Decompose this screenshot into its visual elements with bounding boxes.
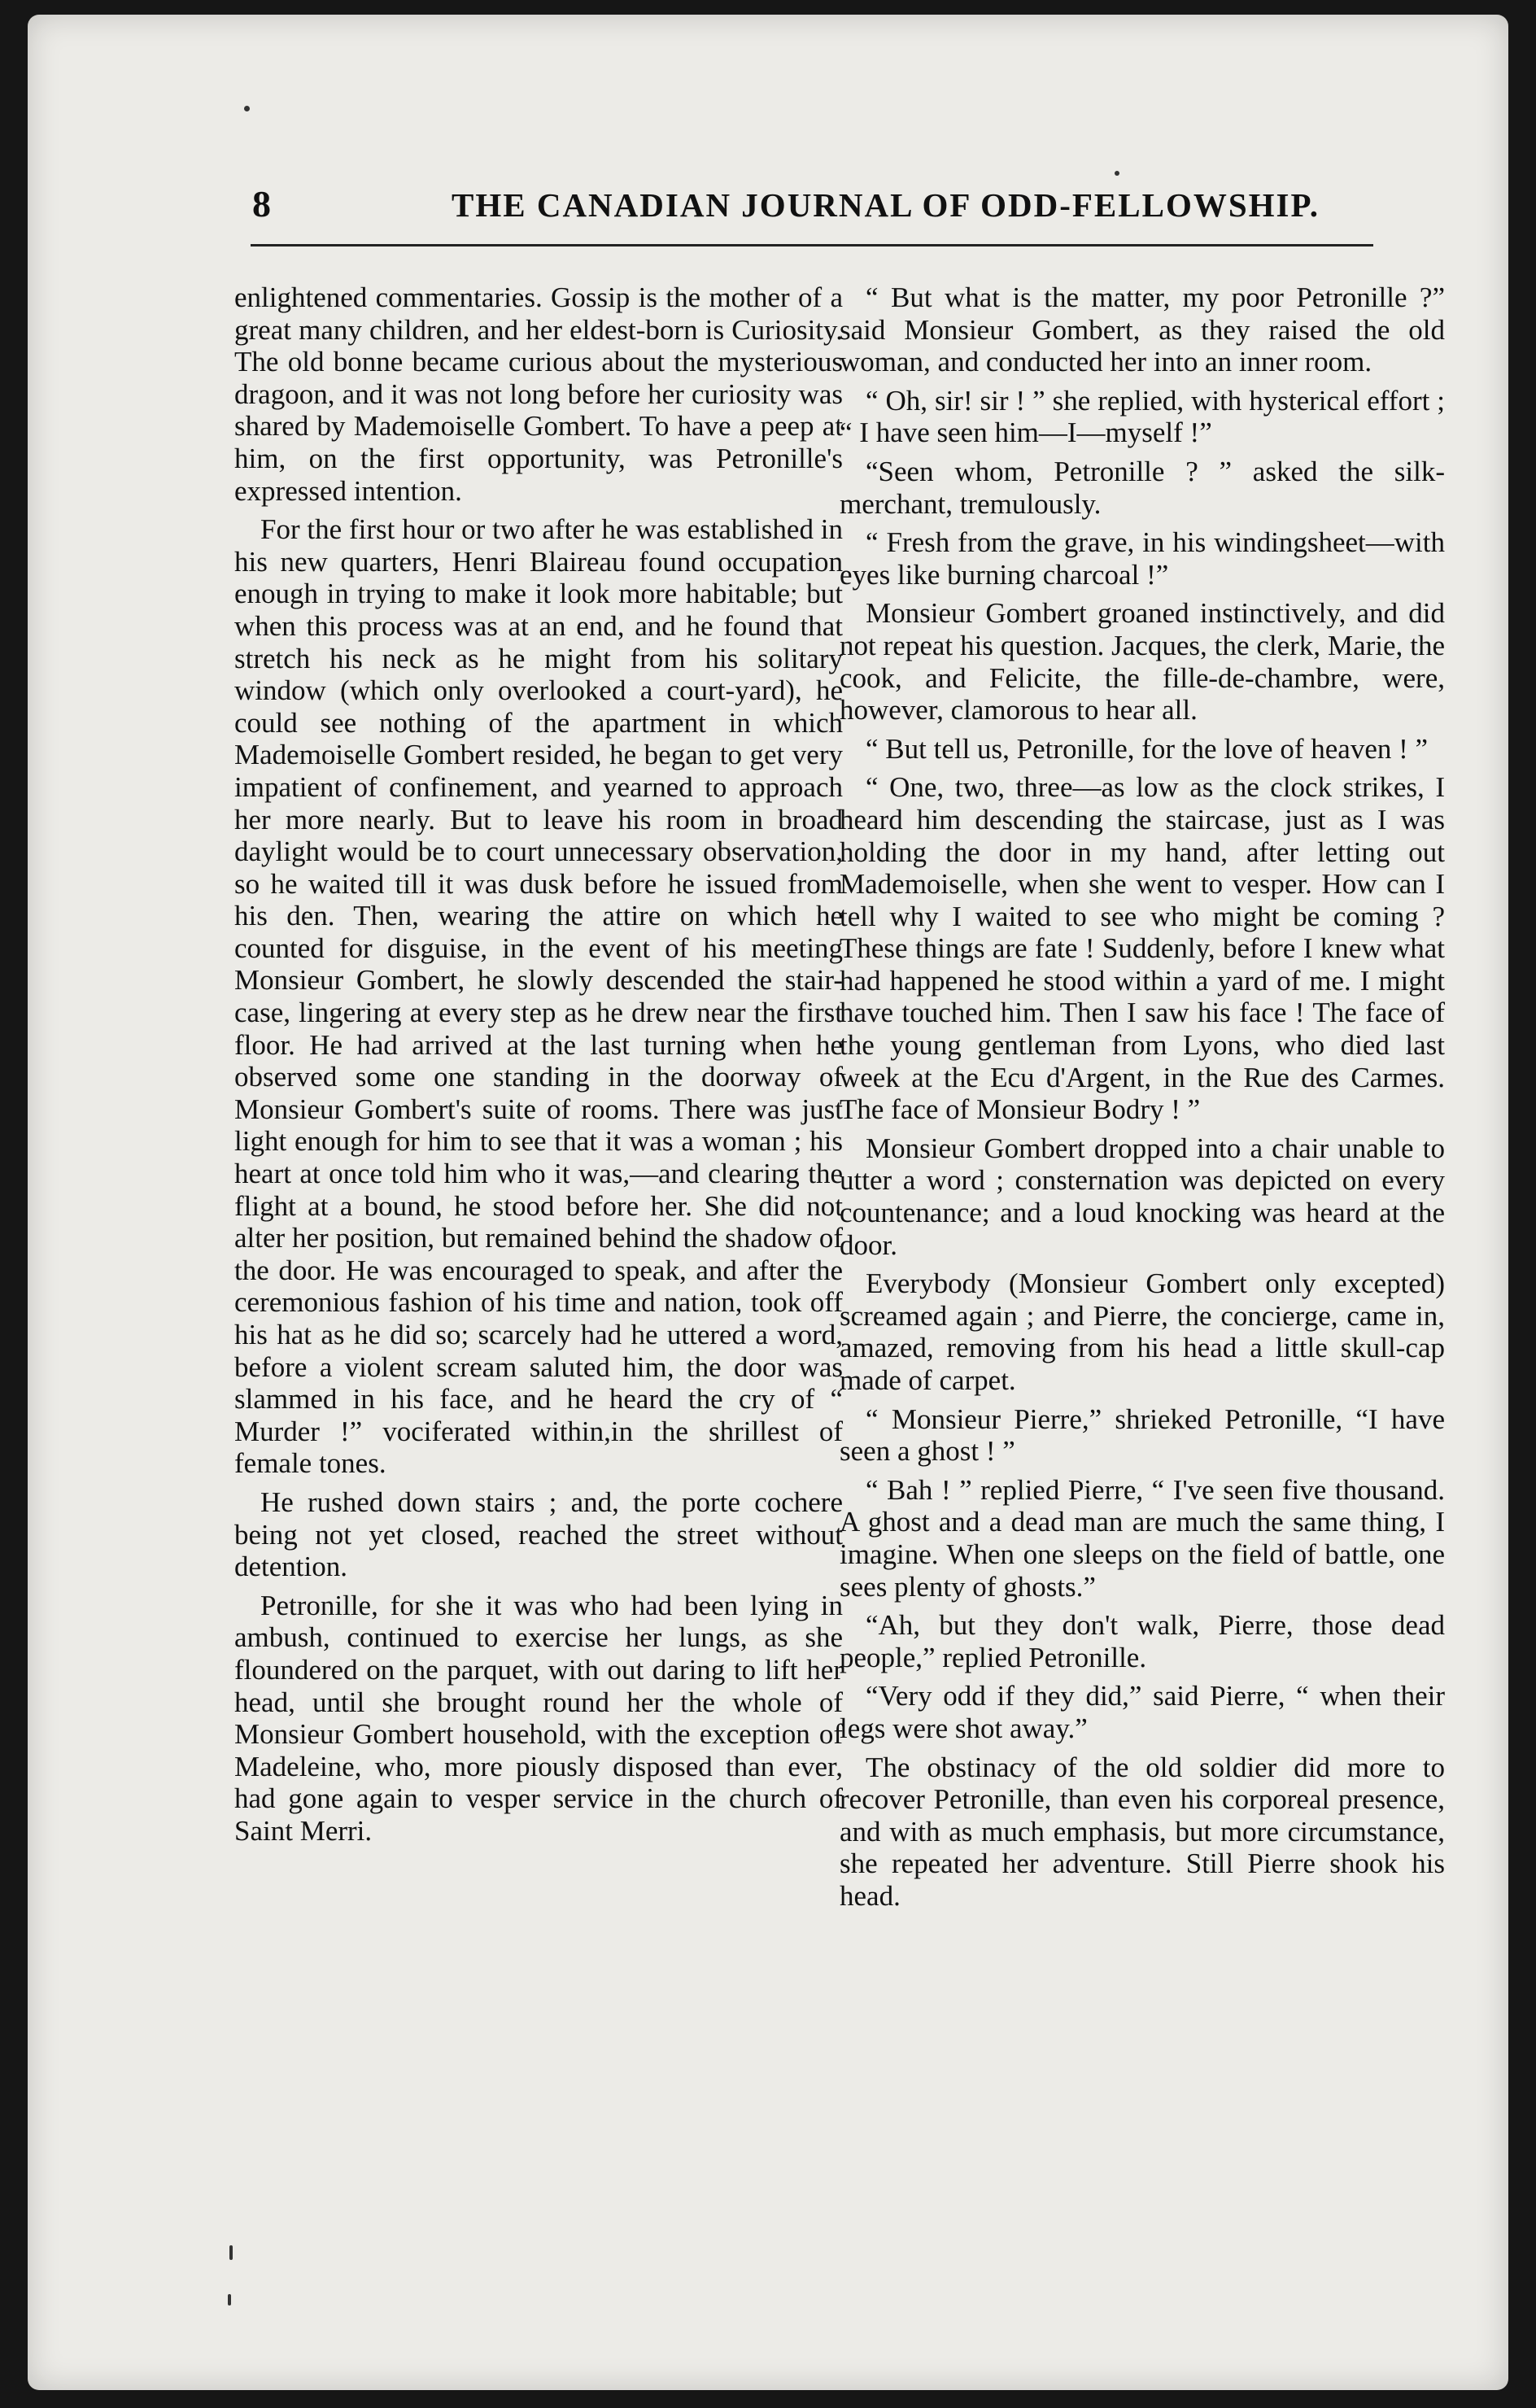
right-text-column [840, 281, 1445, 1919]
running-title: THE CANADIAN JOURNAL OF ODD-FELLOWSHIP. [452, 186, 1320, 224]
paragraph: Monsieur Gombert dropped into a chair unable to utter a word ; consternation was depicted on every countenance; and a loud knocking was heard at the door. [840, 1132, 1445, 1261]
paragraph: “ Bah ! ” replied Pierre, “ I've seen five thousand. A ghost and a dead man are much the same thing, I imagine. When one sleeps on the field of battle, one sees plenty of ghosts.” [840, 1473, 1445, 1603]
paragraph: enlightened commentaries. Gossip is the mother of a great many children, and her eldest-born is Curiosity. The old bonne became curious about the mysterious dragoon, and it was not long before her curiosity was shared by Mademoiselle Gombert. To have a peep at him, on the first opportunity, was Petronille's expressed intention. [234, 281, 843, 507]
paragraph: “Very odd if they did,” said Pierre, “ when their legs were shot away.” [840, 1680, 1445, 1744]
paragraph: The obstinacy of the old soldier did more to recover Petronille, than even his corporeal presence, and with as much emphasis, but more circumstance, she repeated her adventure. Still Pierre shook his head. [840, 1751, 1445, 1912]
scan-speck [229, 2245, 233, 2260]
paragraph: Petronille, for she it was who had been lying in ambush, continued to exercise her lungs, as she floundered on the parquet, with out daring to lift her head, until she brought round her the whole of Monsieur Gombert household, with the exception of Madeleine, who, more piously disposed than ever, had gone again to vesper service in the church of Saint Merri. [234, 1589, 843, 1847]
paragraph: “ But tell us, Petronille, for the love of heaven ! ” [866, 732, 1429, 765]
paragraph: Monsieur Gombert groaned instinctively, and did not repeat his question. Jacques, the clerk, Marie, the cook, and Felicite, the fille-de-chambre, were, however, clamorous to hear all. [840, 597, 1445, 726]
paragraph: He rushed down stairs ; and, the porte cochere being not yet closed, reached the street without detention. [234, 1485, 843, 1583]
paragraph: “ Oh, sir! sir ! ” she replied, with hysterical effort ; “ I have seen him—I—myself !” [840, 384, 1445, 449]
page-number: 8 [252, 183, 271, 225]
paragraph: For the first hour or two after he was established in his new quarters, Henri Blaireau found occupation enough in trying to make it look more habitable; but when this process was at an end, and he found that stretch his neck as he might from his solitary window (which only overlooked a court-yard), he could see nothing of the apartment in which Mademoiselle Gombert resided, he began to get very impatient of confinement, and yearned to approach her more nearly. But to leave his room in broad daylight would be to court unnecessary observation, so he waited till it was dusk before he issued from his den. Then, wearing the attire on which he counted for disguise, in the event of his meeting Monsieur Gombert, he slowly descended the stair-case, lingering at every step as he drew near the first floor. He had arrived at the last turning when he observed some one standing in the doorway of Monsieur Gombert's suite of rooms. There was just light enough for him to see that it was a woman ; his heart at once told him who it was,—and clearing the flight at a bound, he stood before her. She did not alter her position, but remained behind the shadow of the door. He was encouraged to speak, and after the ceremonious fashion of his time and nation, took off his hat as he did so; scarcely had he uttered a word, before a violent scream saluted him, the door was slammed in his face, and he heard the cry of “ Murder !” vociferated within,in the shrillest of female tones. [234, 513, 843, 1480]
paragraph: “ Monsieur Pierre,” shrieked Petronille, “I have seen a ghost ! ” [840, 1402, 1445, 1468]
paragraph: “Ah, but they don't walk, Pierre, those dead people,” replied Petronille. [840, 1609, 1445, 1673]
paragraph: Everybody (Monsieur Gombert only excepted) screamed again ; and Pierre, the concierge, came in, amazed, removing from his head a little skull-cap made of carpet. [840, 1267, 1445, 1396]
scan-speck [228, 2294, 231, 2305]
header-rule [251, 244, 1373, 246]
scan-speck [1115, 171, 1119, 176]
paragraph: “Seen whom, Petronille ? ” asked the silk-merchant, tremulously. [840, 455, 1445, 520]
left-text-column [234, 281, 843, 1854]
scan-speck [244, 106, 250, 111]
paragraph: “ But what is the matter, my poor Petronille ?” said Monsieur Gombert, as they raised the old woman, and conducted her into an inner room. [840, 281, 1445, 378]
paragraph: “ Fresh from the grave, in his windingsheet—with eyes like burning charcoal !” [840, 526, 1445, 591]
paragraph: “ One, two, three—as low as the clock strikes, I heard him descending the staircase, just as I was holding the door in my hand, after letting out Mademoiselle, when she went to vesper. How can I tell why I waited to see who might be coming ? These things are fate ! Suddenly, before I knew what had happened he stood within a yard of me. I might have touched him. Then I saw his face ! The face of the young gentleman from Lyons, who died last week at the Ecu d'Argent, in the Rue des Carmes. The face of Monsieur Bodry ! ” [840, 771, 1445, 1126]
